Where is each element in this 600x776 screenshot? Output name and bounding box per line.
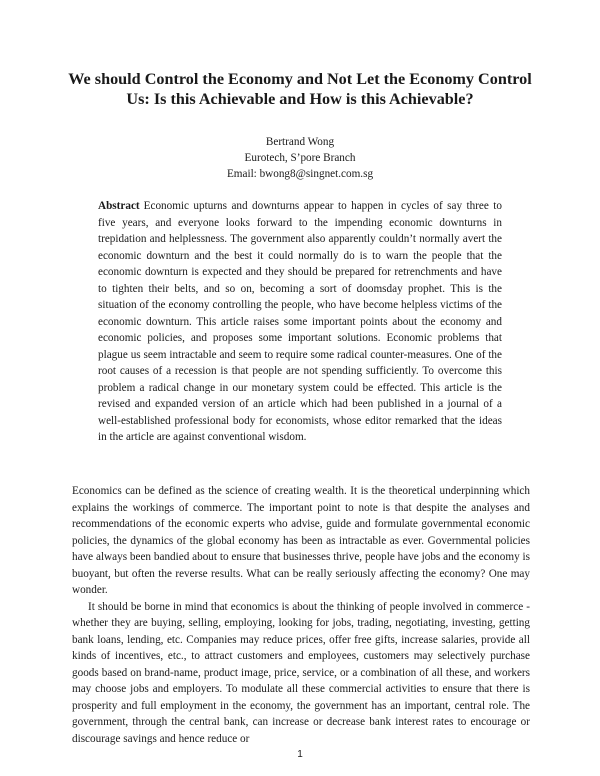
paper-title-line-2: Us: Is this Achievable and How is this Achievable?: [126, 90, 474, 108]
paper-title: [60, 69, 540, 109]
body-paragraph-2: It should be borne in mind that economics is about the thinking of people involved in commerce - whether they are buying, selling, employing, looking for jobs, trading, negotiating, investing, getting bank loans, lending, etc. Companies may reduce prices, offer free gifts, increase salaries, provide all kinds of incentives, etc., to attract customers and employees, customers may selectively purchase goods based on brand-name, product image, price, service, or a combination of all these, and workers may choose jobs and employers. To modulate all these commercial activities to ensure that there is prosperity and full employment in the economy, the government has an important, central role. The government, through the central bank, can increase or decrease bank interest rates to encourage or discourage savings and hence reduce or: [72, 600, 530, 745]
body-text: [72, 483, 530, 747]
author-name: Bertrand Wong: [265, 136, 335, 148]
abstract-text: Economic upturns and downturns appear to happen in cycles of say three to five years, and everyone looks forward to the impending economic downturns in trepidation and helplessness. The government also apparently couldn’t normally avert the economic downturn and the best it could normally do is to warn the people that the economic downturn is expected and they should be prepared for retrenchments and have to tighten their belts, and so on, becoming a sort of doomsday prophet. This is the situation of the economy controlling the people, who have become helpless victims of the economic downturn. This article raises some important points about the economy and economic policies, and proposes some important solutions. Economic problems that plague us seem intractable and seem to require some radical counter-measures. One of the root causes of a recession is that people are not spending sufficiently. To overcome this problem a radical change in our monetary system could be effected. This article is the revised and expanded version of an article which had been published in a journal of a well-established professional body for economists, whose editor remarked that the ideas in the article are against conventional wisdom.: [98, 200, 502, 443]
abstract-label: Abstract: [98, 200, 140, 212]
author-block: [0, 134, 600, 182]
abstract: [98, 198, 502, 446]
paper-title-line-1: We should Control the Economy and Not Let the Economy Control: [68, 70, 532, 88]
page-number: 1: [297, 749, 303, 760]
body-paragraph-1: Economics can be defined as the science of creating wealth. It is the theoretical underpinning which explains the workings of commerce. The important point to note is that despite the analyses and recommendations of the economic experts who advise, guide and formulate governmental economic policies, the dynamics of the global economy has been as intractable as ever. Governmental policies have always been bandied about to ensure that businesses thrive, people have jobs and the economy is buoyant, but often the reverse results. What can be really seriously affecting the economy? One may wonder.: [72, 485, 530, 596]
author-affiliation: Eurotech, S’pore Branch: [244, 152, 356, 164]
author-email: Email: bwong8@singnet.com.sg: [226, 168, 374, 180]
